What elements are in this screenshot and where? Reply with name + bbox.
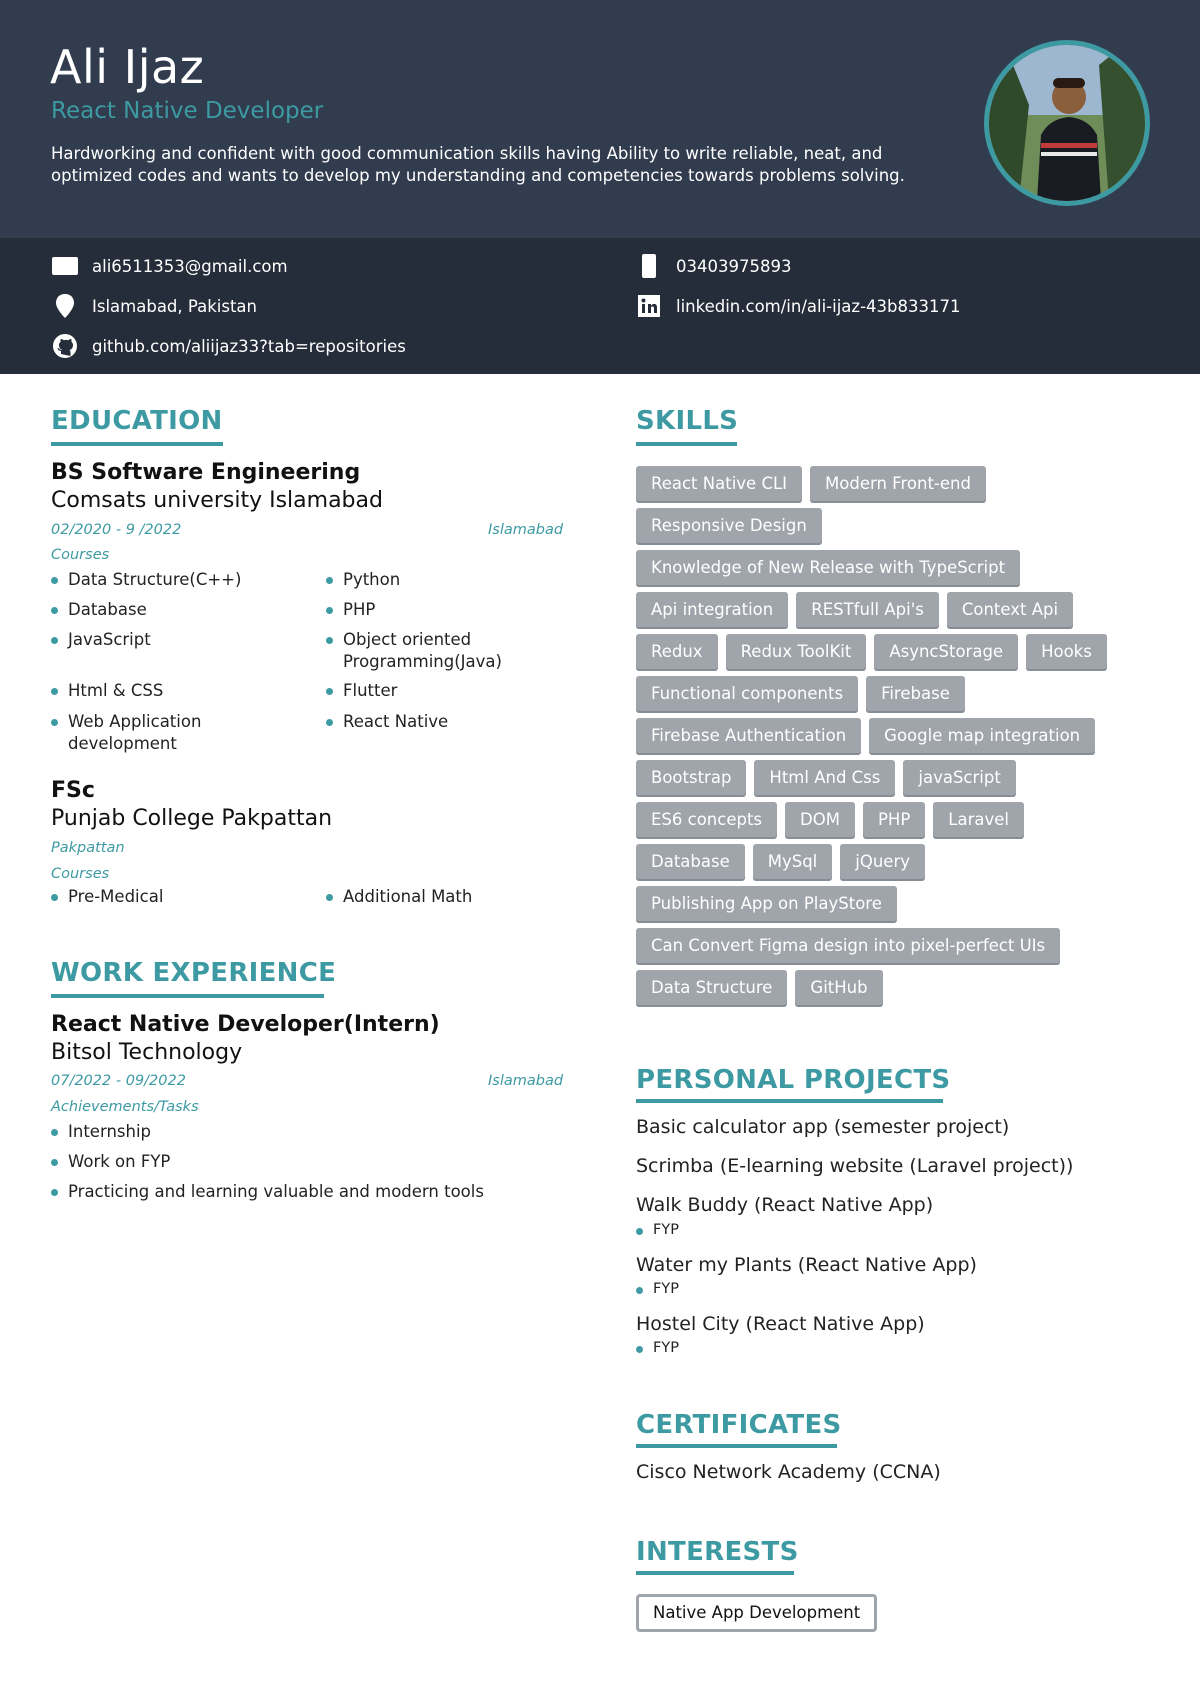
skill-tag: Redux [636, 634, 718, 669]
skills-underline [636, 442, 737, 446]
skill-tag: Can Convert Figma design into pixel-perfect UIs [636, 928, 1060, 963]
skill-row [636, 466, 994, 501]
skill-row [636, 508, 830, 543]
location-text: Islamabad, Pakistan [92, 296, 257, 316]
email-item[interactable] [52, 254, 288, 278]
skill-tag: Api integration [636, 592, 788, 627]
course-item: Database [68, 600, 147, 619]
skill-tag: Hooks [1026, 634, 1107, 669]
skill-row [636, 550, 1028, 585]
project-note: FYP [653, 1340, 679, 1356]
linkedin-item[interactable] [636, 294, 961, 318]
skill-tag: Firebase [866, 676, 965, 711]
project-note: FYP [653, 1281, 679, 1297]
interests-heading: INTERESTS [636, 1537, 799, 1567]
location-pin-icon [52, 294, 78, 318]
skill-row [636, 928, 1068, 963]
linkedin-icon [636, 294, 662, 318]
work-dates: 07/2022 - 09/2022 [51, 1073, 186, 1089]
skill-row [636, 634, 1115, 669]
work-heading: WORK EXPERIENCE [51, 958, 337, 988]
interest-tag: Native App Development [636, 1594, 877, 1632]
courses-label: Courses [51, 547, 110, 563]
degree-title: FSc [51, 778, 95, 803]
skill-row [636, 676, 973, 711]
course-item: Flutter [343, 681, 398, 700]
course-item: Object oriented Programming(Java) [343, 629, 528, 673]
skill-tag: Html And Css [754, 760, 895, 795]
work-location: Islamabad [488, 1073, 564, 1089]
certificates-heading: CERTIFICATES [636, 1410, 842, 1440]
courses-label: Courses [51, 866, 110, 882]
skill-tag: Firebase Authentication [636, 718, 861, 753]
skill-tag: Responsive Design [636, 508, 822, 543]
summary-text: Hardworking and confident with good communication skills having Ability to write reliable, neat, and optimized codes and wants to develop my understanding and competencies towards problems solving. [51, 144, 905, 185]
skill-tag: jQuery [840, 844, 925, 879]
skill-tag: Knowledge of New Release with TypeScript [636, 550, 1020, 585]
skill-tag: Database [636, 844, 745, 879]
skill-tag: Data Structure [636, 970, 787, 1005]
skill-row [636, 802, 1032, 837]
skill-tag: React Native CLI [636, 466, 802, 501]
phone-icon [636, 254, 662, 278]
institution-name: Comsats university Islamabad [51, 488, 383, 513]
project-name: Basic calculator app (semester project) [636, 1116, 1010, 1138]
task-item: Practicing and learning valuable and modern tools [68, 1182, 484, 1201]
skills-heading: SKILLS [636, 406, 739, 436]
skill-row [636, 844, 933, 879]
linkedin-text: linkedin.com/in/ali-ijaz-43b833171 [676, 296, 961, 316]
course-item: Additional Math [343, 887, 473, 906]
contact-bar [0, 238, 1200, 374]
skill-tag: Laravel [933, 802, 1024, 837]
skill-tag: Google map integration [869, 718, 1095, 753]
candidate-role: React Native Developer [51, 98, 324, 124]
location-item [52, 294, 257, 318]
project-name: Walk Buddy (React Native App) [636, 1194, 934, 1216]
work-underline [51, 994, 324, 998]
profile-photo [984, 40, 1150, 206]
education-underline [51, 442, 223, 446]
skill-tag: Bootstrap [636, 760, 746, 795]
skill-tag: Publishing App on PlayStore [636, 886, 897, 921]
skill-tag: ES6 concepts [636, 802, 777, 837]
project-name: Water my Plants (React Native App) [636, 1254, 977, 1276]
education-location: Pakpattan [51, 840, 125, 856]
course-item: JavaScript [68, 630, 151, 649]
education-location: Islamabad [488, 522, 564, 538]
course-item: PHP [343, 600, 376, 619]
course-item: Pre-Medical [68, 887, 164, 906]
email-text: ali6511353@gmail.com [92, 256, 288, 276]
github-icon [52, 334, 78, 358]
skill-tag: DOM [785, 802, 855, 837]
phone-item[interactable] [636, 254, 791, 278]
projects-underline [636, 1099, 943, 1103]
course-item: Web Application development [68, 711, 238, 755]
project-note: FYP [653, 1222, 679, 1238]
education-dates: 02/2020 - 9 /2022 [51, 522, 182, 538]
skill-tag: Context Api [947, 592, 1073, 627]
project-name: Hostel City (React Native App) [636, 1313, 925, 1335]
resume-header [0, 0, 1200, 238]
education-heading: EDUCATION [51, 406, 223, 436]
course-item: Html & CSS [68, 681, 164, 700]
job-title: React Native Developer(Intern) [51, 1012, 440, 1037]
certificate-name: Cisco Network Academy (CCNA) [636, 1461, 941, 1483]
skill-row [636, 760, 1024, 795]
email-icon [52, 254, 78, 278]
skill-row [636, 886, 905, 921]
skill-row [636, 970, 891, 1005]
institution-name: Punjab College Pakpattan [51, 806, 333, 831]
projects-heading: PERSONAL PROJECTS [636, 1065, 951, 1095]
company-name: Bitsol Technology [51, 1040, 243, 1065]
skill-tag: RESTfull Api's [796, 592, 939, 627]
degree-title: BS Software Engineering [51, 460, 361, 485]
skill-tag: AsyncStorage [874, 634, 1018, 669]
phone-text: 03403975893 [676, 256, 792, 276]
task-item: Internship [68, 1122, 152, 1141]
candidate-name: Ali Ijaz [50, 40, 205, 94]
tasks-label: Achievements/Tasks [51, 1099, 199, 1115]
skill-row [636, 718, 1103, 753]
certificates-underline [636, 1444, 837, 1448]
skill-tag: Functional components [636, 676, 858, 711]
task-item: Work on FYP [68, 1152, 171, 1171]
skill-tag: Redux ToolKit [726, 634, 867, 669]
skill-tag: Modern Front-end [810, 466, 986, 501]
course-item: Data Structure(C++) [68, 570, 242, 589]
github-item[interactable] [52, 334, 406, 358]
course-item: React Native [343, 712, 449, 731]
interests-underline [636, 1571, 794, 1575]
skill-tag: GitHub [795, 970, 882, 1005]
project-name: Scrimba (E-learning website (Laravel project)) [636, 1155, 1074, 1177]
skill-tag: MySql [753, 844, 833, 879]
github-text: github.com/aliijaz33?tab=repositories [92, 336, 406, 356]
skill-row [636, 592, 1081, 627]
skill-tag: javaScript [903, 760, 1015, 795]
skill-tag: PHP [863, 802, 925, 837]
course-item: Python [343, 570, 401, 589]
